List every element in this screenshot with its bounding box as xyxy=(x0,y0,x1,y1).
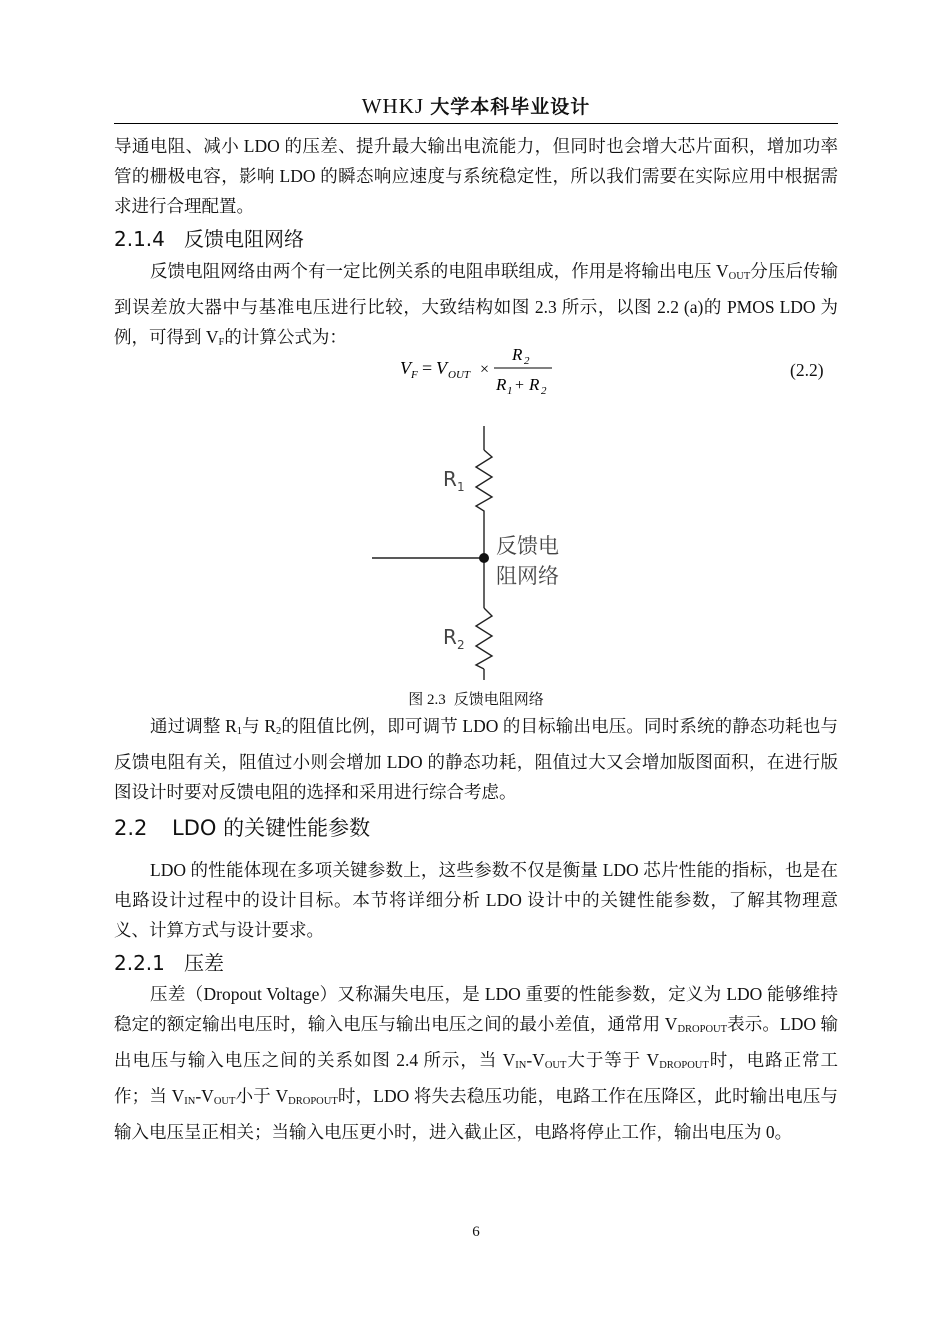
subscript: IN xyxy=(184,1096,196,1107)
node-label-line1: 反馈电 xyxy=(496,534,559,558)
text-run: 小于 V xyxy=(235,1086,289,1106)
formula-equals: = xyxy=(422,358,433,378)
text-run: 的阻值比例，即可调节 LDO 的目标输出电压。同时系统的静态功耗也与反馈电阻有关，阻值过小则会增加 LDO 的静态功耗，阻值过大又会增加版图面积，在进行版图设计时要对反馈电阻的选择和采用进行综合考虑。 xyxy=(114,716,838,802)
formula-vout-sub: OUT xyxy=(448,369,471,381)
r1-label-sub: 1 xyxy=(457,480,465,494)
formula-vout: V xyxy=(436,358,447,378)
equation-number: (2.2) xyxy=(790,360,824,380)
subscript: 1 xyxy=(236,726,243,737)
section-title: 反馈电阻网络 xyxy=(184,227,304,251)
subscript: OUT xyxy=(544,1060,567,1071)
figure-caption xyxy=(114,688,838,709)
text-run: 时，电路正常工作；当 V xyxy=(114,1050,839,1106)
formula-numerator-sub: 2 xyxy=(524,355,530,367)
text-run: -V xyxy=(195,1086,214,1106)
figure-caption-text: 反馈电阻网络 xyxy=(453,692,544,708)
node-dot xyxy=(479,553,489,563)
formula-lhs-sub: F xyxy=(411,369,418,381)
paragraph-5 xyxy=(114,979,838,1147)
r2-label-sub: 2 xyxy=(457,638,465,652)
subscript: IN xyxy=(515,1060,527,1071)
formula-plus: + xyxy=(515,377,525,394)
text-run: 表示。LDO 输出电压与输入电压之间的关系如图 2.4 所示，当 V xyxy=(114,1014,839,1070)
section-heading-2-2 xyxy=(114,812,370,842)
figure-caption-label: 图 2.3 xyxy=(408,692,446,708)
subscript: F xyxy=(218,337,225,348)
subscript: OUT xyxy=(213,1096,236,1107)
header-rule xyxy=(114,123,838,124)
resistor-r1-symbol xyxy=(476,450,492,512)
formula-den1-sub: 1 xyxy=(507,385,513,397)
text-run: -V xyxy=(526,1050,545,1070)
section-title: 压差 xyxy=(184,951,224,975)
formula-times: × xyxy=(480,361,490,378)
r1-label: R xyxy=(443,467,457,491)
r2-label: R xyxy=(443,625,457,649)
subscript: 2 xyxy=(276,726,282,737)
subscript: DROPOUT xyxy=(659,1060,709,1071)
resistor-r2-symbol xyxy=(476,608,492,669)
formula-den1: R xyxy=(496,375,507,394)
section-number: 2.1.4 xyxy=(114,227,165,251)
formula-numerator: R xyxy=(512,345,523,364)
text-run: 通过调整 R xyxy=(150,716,237,736)
text-run: 反馈电阻网络由两个有一定比例关系的电阻串联组成，作用是将输出电压 V xyxy=(150,261,729,281)
running-header xyxy=(114,92,838,119)
paragraph-4: LDO 的性能体现在多项关键参数上，这些参数不仅是衡量 LDO 芯片性能的指标，也是在电路设计过程中的设计目标。本节将详细分析 LDO 设计中的关键性能参数，了解其物理意义、计算方式与设计要求。 xyxy=(114,860,838,940)
header-title: 大学本科毕业设计 xyxy=(430,96,591,118)
paragraph-3 xyxy=(114,711,838,807)
header-latin: WHKJ xyxy=(361,94,425,118)
subscript: DROPOUT xyxy=(288,1096,338,1107)
section-title: LDO 的关键性能参数 xyxy=(172,816,371,840)
section-number: 2.2.1 xyxy=(114,951,165,975)
text-run: 的计算公式为： xyxy=(224,327,347,347)
page-number: 6 xyxy=(472,1224,480,1240)
text-run: 压差（Dropout Voltage）又称漏失电压，是 LDO 重要的性能参数，定义为 LDO 能够维持稳定的额定输出电压时，输入电压与输出电压之间的最小差值，通常用 V xyxy=(114,984,838,1034)
section-number: 2.2 xyxy=(114,816,148,840)
formula-den2-sub: 2 xyxy=(541,385,547,397)
formula-lhs: V xyxy=(400,358,411,378)
feedback-resistor-diagram xyxy=(360,420,620,682)
formula-2-2 xyxy=(396,343,566,399)
node-label-line2: 阻网络 xyxy=(496,564,559,588)
section-heading-2-1-4 xyxy=(114,223,304,252)
text-run: 与 R xyxy=(242,716,277,736)
subscript: OUT xyxy=(728,271,751,282)
text-run: 时，LDO 将失去稳压功能，电路工作在压降区，此时输出电压与输入电压呈正相关；当输入电压更小时，进入截止区，电路将停止工作，输出电压为 0。 xyxy=(114,1086,839,1142)
formula-den2: R xyxy=(529,375,540,394)
paragraph-1: 导通电阻、减小 LDO 的压差、提升最大输出电流能力，但同时也会增大芯片面积，增加功率管的栅极电容，影响 LDO 的瞬态响应速度与系统稳定性，所以我们需要在实际应用中根据需求进行合理配置。 xyxy=(114,136,838,216)
text-run: 大于等于 V xyxy=(566,1050,660,1070)
text-run: 分压后传输到误差放大器中与基准电压进行比较，大致结构如图 2.3 所示，以图 2.2 (a)的 PMOS LDO 为例，可得到 V xyxy=(114,261,838,347)
subscript: DROPOUT xyxy=(677,1024,728,1035)
section-heading-2-2-1 xyxy=(114,947,224,976)
